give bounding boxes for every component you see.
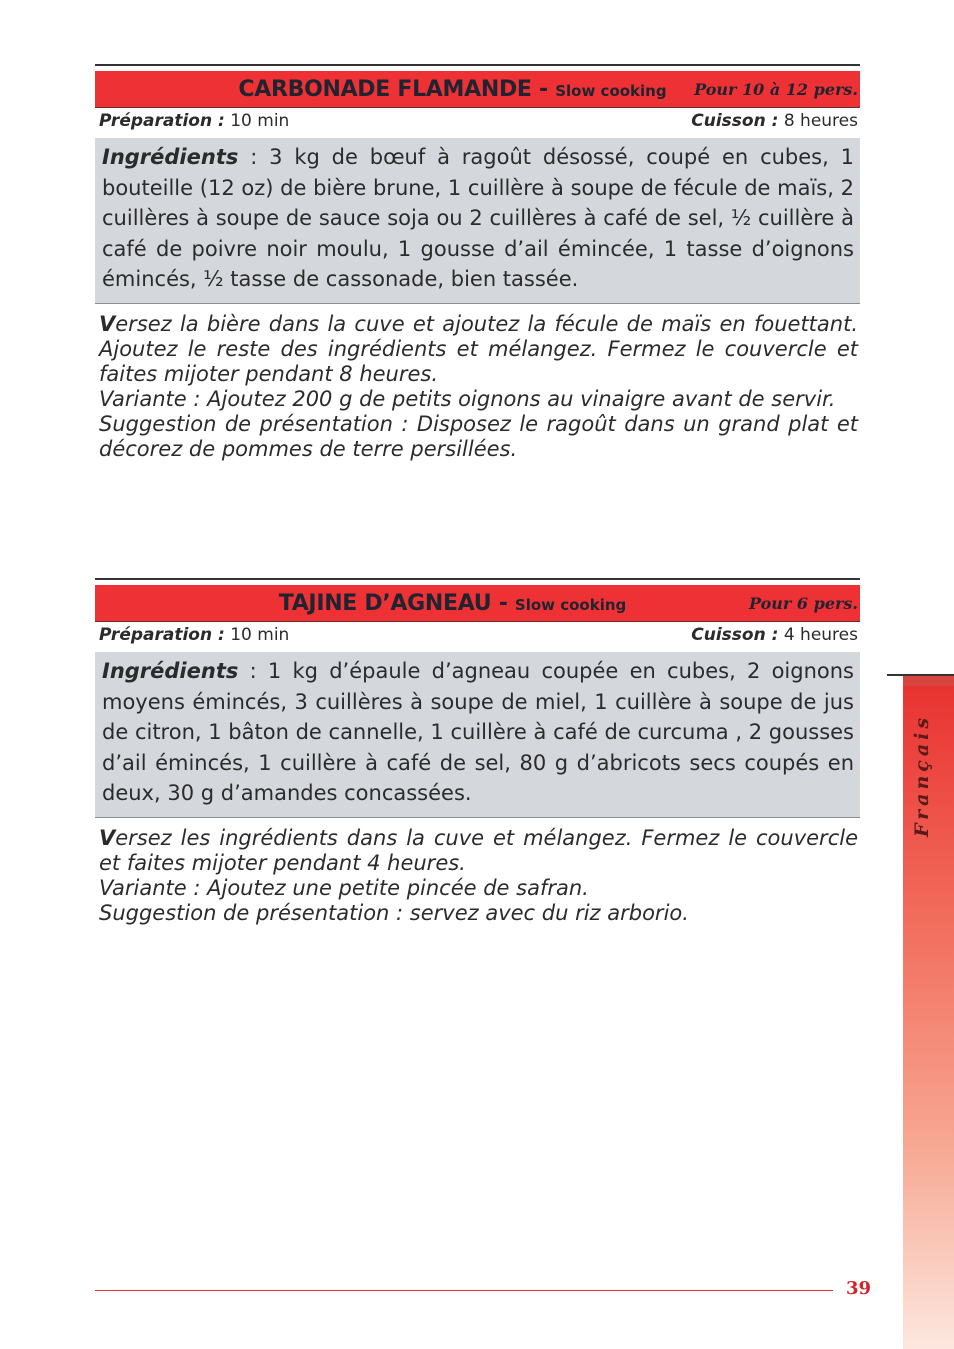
- cooking-time: Cuisson : 4 heures: [691, 625, 858, 645]
- method-steps: Versez les ingrédients dans la cuve et mélangez. Fermez le couvercle et faites mijoter pendant 4 heures.: [99, 825, 858, 875]
- servings: Pour 6 pers.: [749, 594, 858, 613]
- ingredients-text: : 1 kg d’épaule d’agneau coupée en cubes, 2 oignons moyens émincés, 3 cuillères à soupe de miel, 1 cuillère à soupe de jus de citron, 1 bâton de cannelle, 1 cuillère à café de curcuma , 2 gousses d’ail émincés, 1 cuillère à café de sel, 80 g d’abricots secs coupés en deux, 30 g d’amandes concassées.: [102, 659, 854, 805]
- recipe-subtitle: Slow cooking: [555, 82, 667, 100]
- language-sidebar: [903, 674, 954, 1349]
- recipe-subtitle: Slow cooking: [514, 596, 627, 614]
- serving-suggestion: Suggestion de présentation : Disposez le ragoût dans un grand plat et décorez de pommes de terre persillées.: [99, 411, 858, 461]
- recipe-tajine: [95, 578, 860, 926]
- recipe-carbonade: [95, 64, 860, 462]
- recipe-title-bar: [95, 71, 860, 108]
- preparation-time: Préparation : 10 min: [99, 625, 290, 645]
- method: [95, 304, 860, 462]
- recipe-title: CARBONADE FLAMANDE - Slow cooking: [238, 77, 667, 102]
- ingredients-box: [95, 138, 860, 304]
- cooking-time: Cuisson : 8 heures: [691, 111, 858, 131]
- language-label: Français: [911, 713, 933, 837]
- preparation-time: Préparation : 10 min: [99, 111, 290, 131]
- page-number: 39: [846, 1278, 872, 1299]
- variant: Variante : Ajoutez une petite pincée de safran.: [99, 875, 589, 900]
- recipe-meta: [95, 108, 860, 138]
- ingredients-label: Ingrédients: [102, 145, 239, 169]
- method: [95, 818, 860, 926]
- top-rule: [95, 64, 860, 66]
- variant: Variante : Ajoutez 200 g de petits oignons au vinaigre avant de servir.: [99, 386, 836, 411]
- recipe-title-bar: [95, 585, 860, 622]
- recipe-meta: [95, 622, 860, 652]
- ingredients-text: : 3 kg de bœuf à ragoût désossé, coupé en cubes, 1 bouteille (12 oz) de bière brune, 1 cuillère à soupe de fécule de maïs, 2 cuillères à soupe de sauce soja ou 2 cuillères à café de sel, ½ cuillère à café de poivre noir moulu, 1 gousse d’ail émincée, 1 tasse d’oignons émincés, ½ tasse de cassonade, bien tassée.: [102, 145, 854, 291]
- footer-rule: [95, 1290, 833, 1291]
- serving-suggestion: Suggestion de présentation : servez avec du riz arborio.: [99, 900, 689, 925]
- ingredients-label: Ingrédients: [102, 659, 239, 683]
- top-rule: [95, 578, 860, 580]
- method-steps: Versez la bière dans la cuve et ajoutez la fécule de maïs en fouettant. Ajoutez le reste des ingrédients et mélangez. Fermez le couvercle et faites mijoter pendant 8 heures.: [99, 311, 858, 386]
- ingredients-box: [95, 652, 860, 818]
- recipe-title: TAJINE D’AGNEAU - Slow cooking: [278, 591, 627, 616]
- sidebar-rule: [887, 674, 954, 676]
- servings: Pour 10 à 12 pers.: [694, 80, 858, 99]
